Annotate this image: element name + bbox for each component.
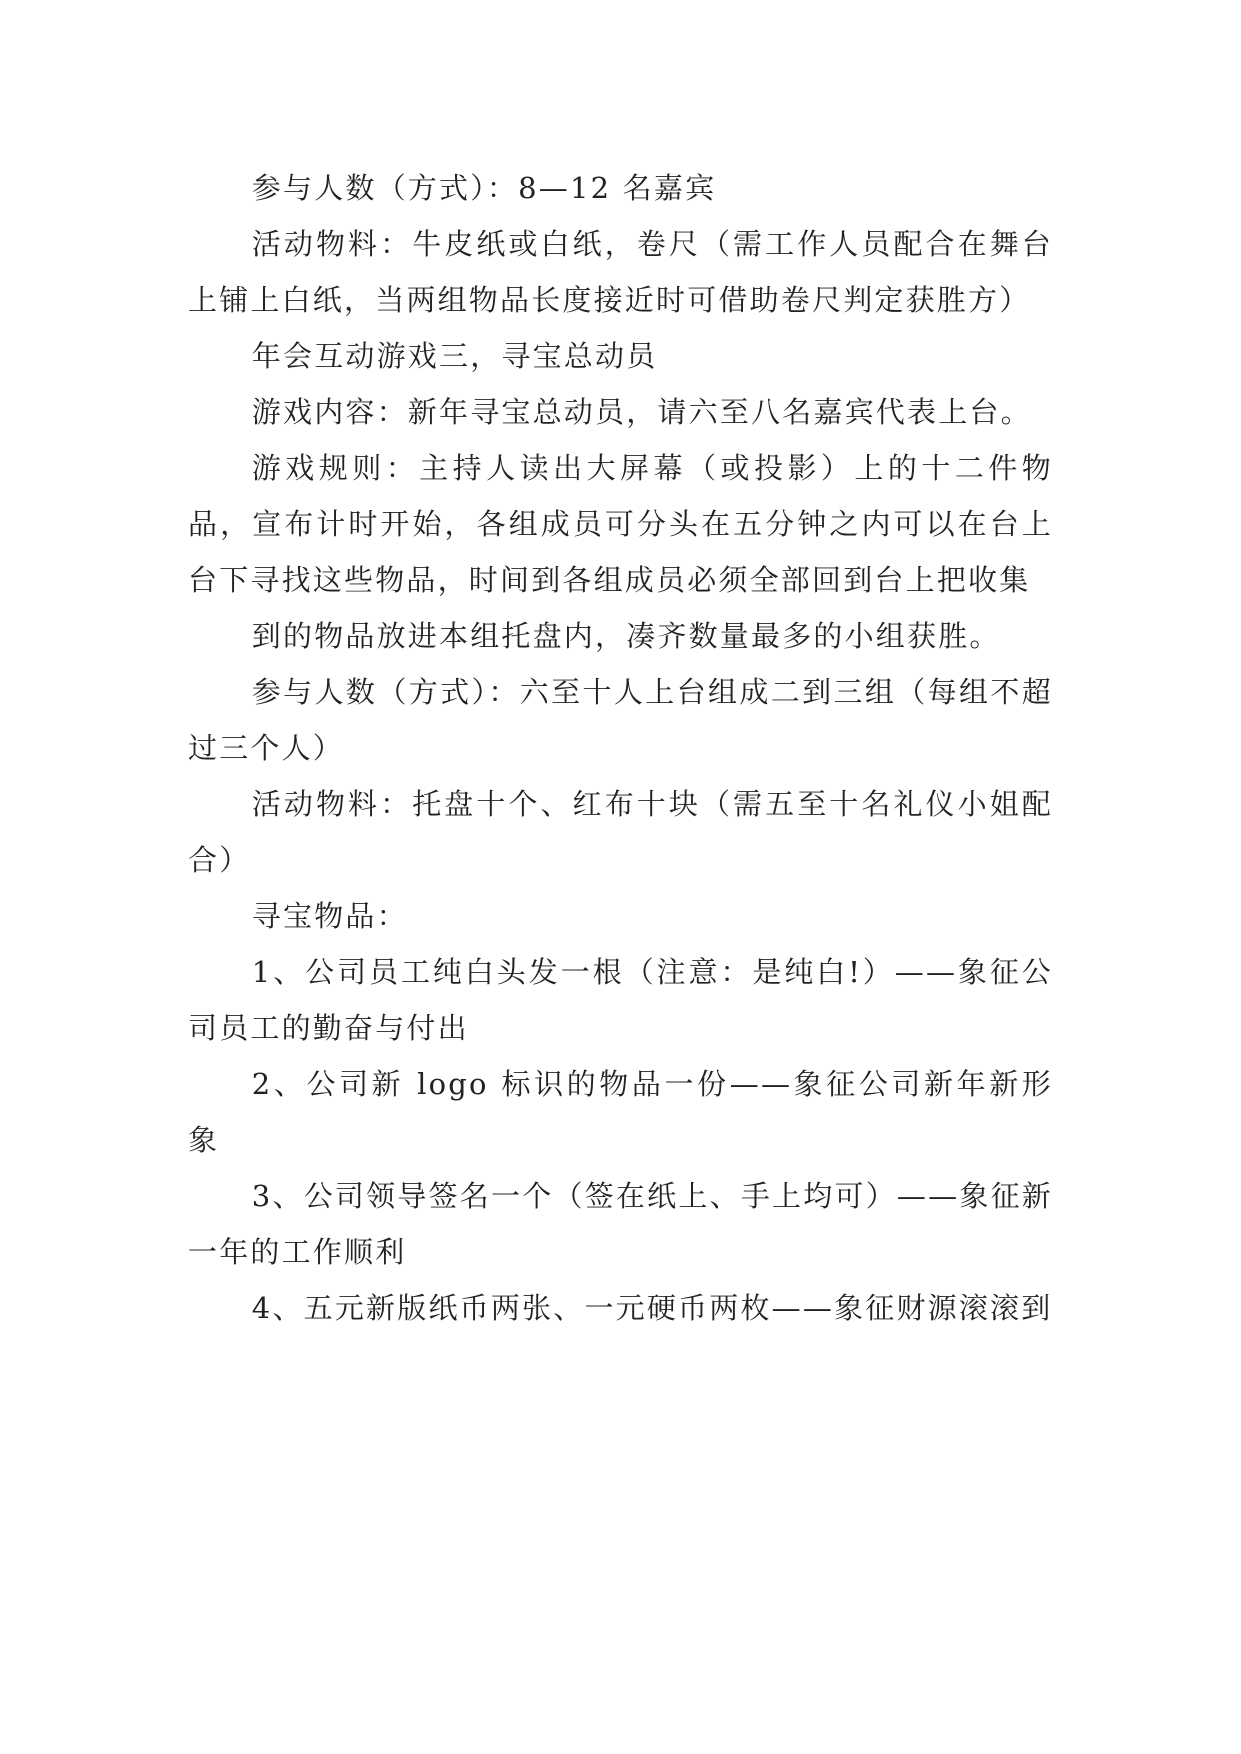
list-item-treasure-3: 3、公司领导签名一个（签在纸上、手上均可）——象征新一年的工作顺利 (188, 1179, 1053, 1269)
paragraph-game-rules-continued: 到的物品放进本组托盘内，凑齐数量最多的小组获胜。 (251, 619, 1001, 653)
paragraph-game-content: 游戏内容：新年寻宝总动员，请六至八名嘉宾代表上台。 (251, 395, 1032, 429)
list-item-treasure-2: 2、公司新 logo 标识的物品一份——象征公司新年新形象 (188, 1067, 1053, 1157)
paragraph-game-three-title: 年会互动游戏三，寻宝总动员 (251, 339, 658, 373)
paragraph-materials-1: 活动物料：牛皮纸或白纸，卷尺（需工作人员配合在舞台上铺上白纸，当两组物品长度接近时可借助卷尺判定获胜方） (188, 227, 1053, 317)
paragraph-materials-2: 活动物料：托盘十个、红布十块（需五至十名礼仪小姐配合） (188, 787, 1053, 877)
list-item-treasure-4: 4、五元新版纸币两张、一元硬币两枚——象征财源滚滚到 (251, 1291, 1053, 1325)
paragraph-treasure-items-heading: 寻宝物品： (251, 899, 408, 933)
paragraph-game-rules: 游戏规则：主持人读出大屏幕（或投影）上的十二件物品，宣布计时开始，各组成员可分头在五分钟之内可以在台上台下寻找这些物品，时间到各组成员必须全部回到台上把收集 (188, 451, 1053, 597)
document-body (188, 160, 1053, 1336)
list-item-treasure-1: 1、公司员工纯白头发一根（注意：是纯白!）——象征公司员工的勤奋与付出 (188, 955, 1053, 1045)
paragraph-participants-1: 参与人数（方式）：8—12 名嘉宾 (251, 171, 717, 205)
paragraph-participants-2: 参与人数（方式）：六至十人上台组成二到三组（每组不超过三个人） (188, 675, 1053, 765)
